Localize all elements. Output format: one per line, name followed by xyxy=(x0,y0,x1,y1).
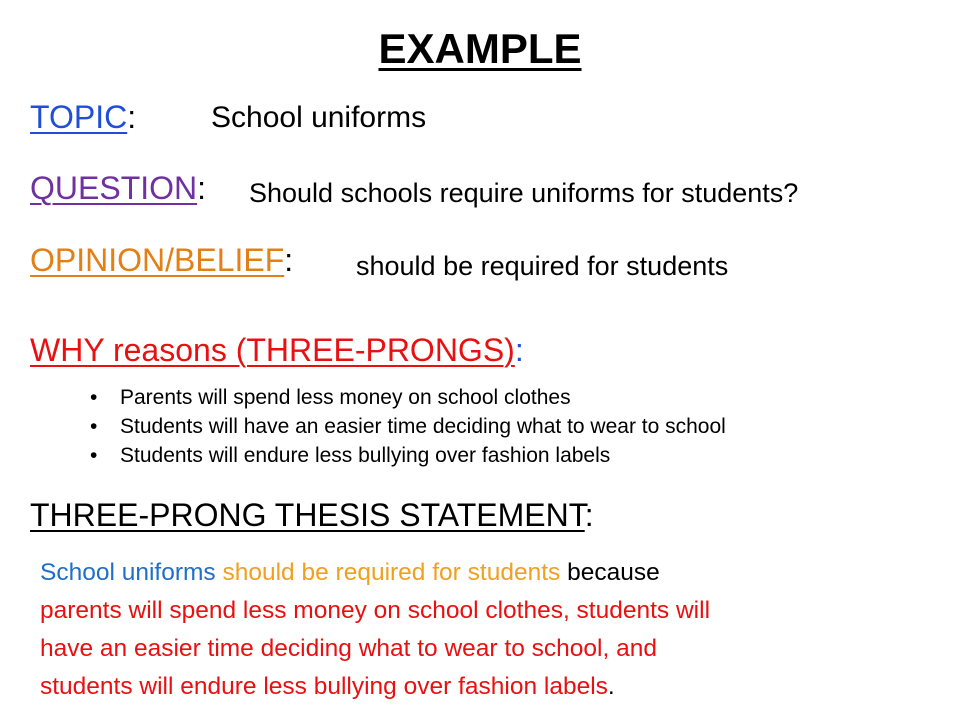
why-colon: : xyxy=(514,332,524,368)
list-item: • Students will endure less bullying over fashion labels xyxy=(90,441,726,470)
thesis-statement xyxy=(40,554,940,706)
thesis-topic-part: School uniforms xyxy=(40,559,216,586)
thesis-reason-line: have an easier time deciding what to wear to school, and xyxy=(40,635,657,662)
question-keyword: QUESTION xyxy=(30,170,198,206)
thesis-keyword: THREE-PRONG THESIS STATEMENT xyxy=(30,497,585,533)
topic-value: School uniforms xyxy=(211,101,427,134)
thesis-colon: : xyxy=(584,497,594,533)
opinion-label xyxy=(30,244,293,276)
topic-keyword: TOPIC xyxy=(30,99,128,135)
reasons-list xyxy=(90,383,726,470)
question-label xyxy=(30,172,206,204)
thesis-connector: because xyxy=(567,559,660,586)
why-keyword: WHY reasons (THREE-PRONGS) xyxy=(30,332,515,368)
question-colon: : xyxy=(197,170,207,206)
opinion-colon: : xyxy=(284,242,294,278)
opinion-keyword: OPINION/BELIEF xyxy=(30,242,285,278)
thesis-reason-line: parents will spend less money on school clothes, students will xyxy=(40,597,711,624)
thesis-label xyxy=(30,499,594,531)
list-item: • Parents will spend less money on school clothes xyxy=(90,383,726,412)
page-title: EXAMPLE xyxy=(378,25,582,72)
why-reasons-label xyxy=(30,334,524,366)
list-item: • Students will have an easier time deciding what to wear to school xyxy=(90,412,726,441)
topic-colon: : xyxy=(127,99,137,135)
thesis-opinion-part: should be required for students xyxy=(222,559,561,586)
question-value: Should schools require uniforms for students? xyxy=(249,178,799,208)
thesis-final-period: . xyxy=(607,673,615,700)
opinion-value: should be required for students xyxy=(356,251,729,281)
topic-label xyxy=(30,101,136,133)
thesis-reason-line: students will endure less bullying over fashion labels xyxy=(40,673,608,700)
